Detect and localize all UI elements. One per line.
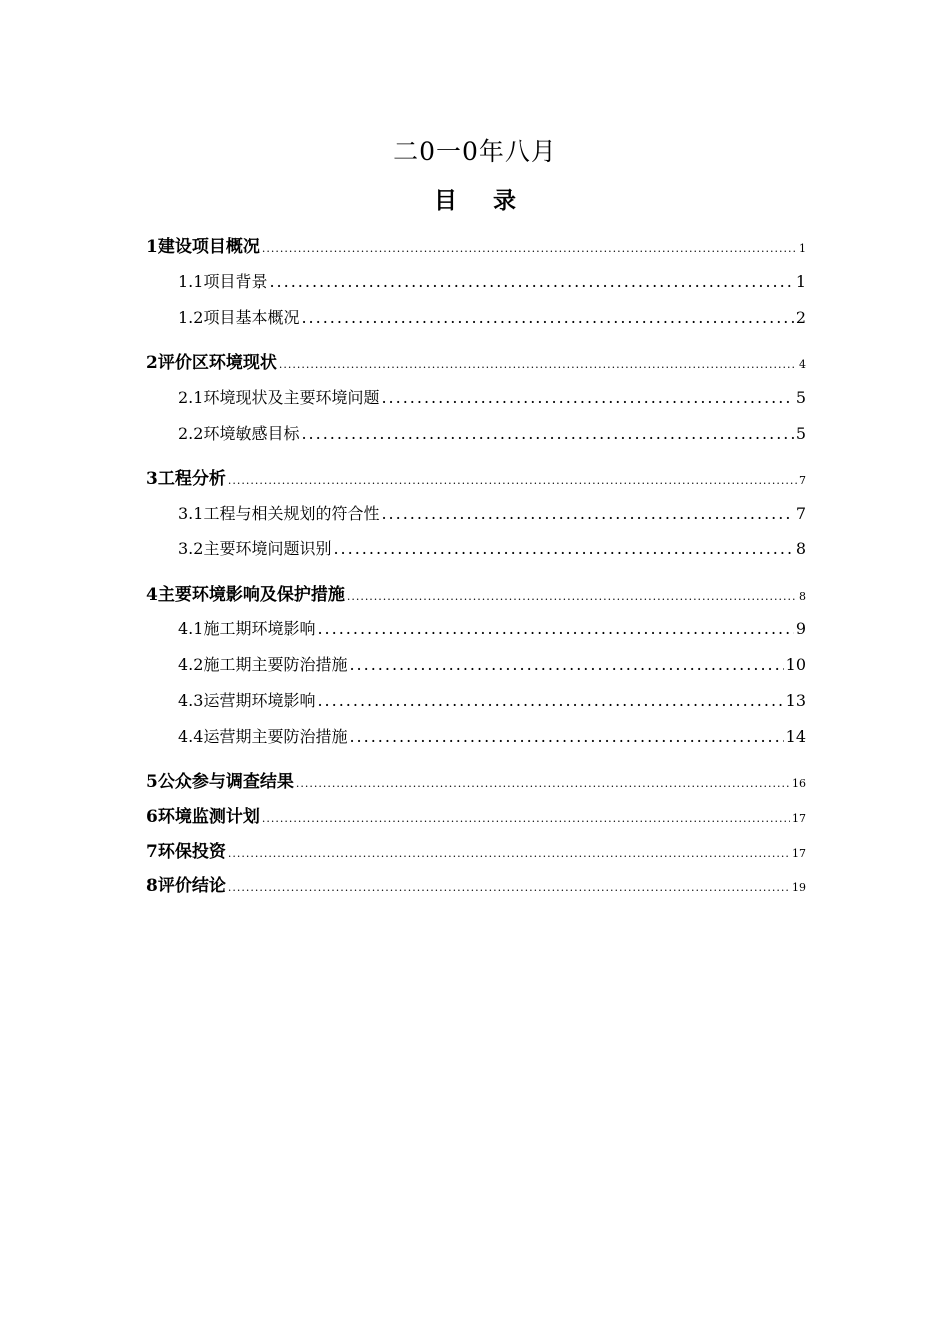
dot-leader: [317, 617, 793, 641]
toc-entry-4-4[interactable]: [178, 725, 806, 749]
report-date: 二0一0年八月: [393, 137, 557, 166]
toc-entry-4-3[interactable]: [178, 689, 806, 713]
dot-leader: [347, 585, 797, 609]
toc-entry-4-1[interactable]: [178, 617, 806, 641]
toc-entry-3-1[interactable]: [178, 502, 806, 526]
toc-entry-text: 3.2主要环境问题识别: [178, 539, 332, 558]
toc-entry-7[interactable]: [146, 840, 806, 864]
toc-entry-text: 4.3运营期环境影响: [178, 691, 316, 710]
toc-entry-4[interactable]: [146, 583, 806, 607]
dot-leader: [279, 353, 797, 377]
dot-leader: [228, 876, 790, 900]
toc-page-number: 5: [795, 388, 806, 407]
toc-entry-3[interactable]: [146, 467, 806, 491]
dot-leader: [301, 306, 793, 330]
dot-leader: [228, 469, 797, 493]
toc-page-number: 16: [792, 777, 806, 790]
toc-entry-1-2[interactable]: [178, 306, 806, 330]
toc-title: 目录: [434, 187, 552, 214]
toc-entry-text: 4主要环境影响及保护措施: [146, 585, 345, 605]
toc-page-number: 14: [785, 727, 806, 746]
toc-page-number: 7: [795, 504, 806, 523]
toc-entry-5[interactable]: [146, 770, 806, 794]
toc-entry-8[interactable]: [146, 874, 806, 898]
toc-entry-text: 4.1施工期环境影响: [178, 619, 316, 638]
toc-page-number: 8: [799, 590, 806, 603]
toc-page-number: 5: [795, 424, 806, 443]
toc-entry-text: 5公众参与调查结果: [146, 772, 294, 792]
toc-page-number: 2: [795, 308, 806, 327]
toc-entry-2-2[interactable]: [178, 422, 806, 446]
toc-entry-text: 4.4运营期主要防治措施: [178, 727, 348, 746]
toc-page-number: 1: [795, 272, 806, 291]
dot-leader: [228, 842, 790, 866]
toc-entry-text: 2评价区环境现状: [146, 353, 277, 373]
dot-leader: [317, 689, 783, 713]
toc-entry-text: 8评价结论: [146, 876, 226, 896]
toc-page-number: 4: [799, 358, 806, 371]
toc-page-number: 10: [785, 655, 806, 674]
toc-entry-text: 4.2施工期主要防治措施: [178, 655, 348, 674]
toc-entry-text: 1.1项目背景: [178, 272, 268, 291]
dot-leader: [381, 386, 793, 410]
toc-entry-text: 2.2环境敏感目标: [178, 424, 300, 443]
dot-leader: [301, 422, 793, 446]
toc-entry-6[interactable]: [146, 805, 806, 829]
toc-entry-1-1[interactable]: [178, 270, 806, 294]
toc-entry-1[interactable]: [146, 235, 806, 259]
toc-entry-text: 1建设项目概况: [146, 237, 260, 257]
toc-entry-text: 1.2项目基本概况: [178, 308, 300, 327]
dot-leader: [349, 653, 783, 677]
dot-leader: [349, 725, 783, 749]
toc-entry-text: 7环保投资: [146, 842, 226, 862]
dot-leader: [333, 537, 793, 561]
dot-leader: [262, 807, 790, 831]
toc-page-number: 17: [792, 812, 806, 825]
toc-page-number: 17: [792, 847, 806, 860]
toc-page-number: 9: [795, 619, 806, 638]
toc-entry-text: 3.1工程与相关规划的符合性: [178, 504, 380, 523]
toc-page-number: 8: [795, 539, 806, 558]
toc-entry-2[interactable]: [146, 351, 806, 375]
toc-entry-text: 3工程分析: [146, 469, 226, 489]
toc-entry-text: 6环境监测计划: [146, 807, 260, 827]
dot-leader: [381, 502, 793, 526]
toc-entry-3-2[interactable]: [178, 537, 806, 561]
toc-page-number: 7: [799, 474, 806, 487]
toc-page-number: 1: [799, 242, 806, 255]
toc-entry-2-1[interactable]: [178, 386, 806, 410]
toc-entry-4-2[interactable]: [178, 653, 806, 677]
toc-entry-text: 2.1环境现状及主要环境问题: [178, 388, 380, 407]
dot-leader: [262, 237, 797, 261]
toc-page-number: 13: [785, 691, 806, 710]
toc-page-number: 19: [792, 881, 806, 894]
dot-leader: [296, 772, 790, 796]
dot-leader: [269, 270, 793, 294]
